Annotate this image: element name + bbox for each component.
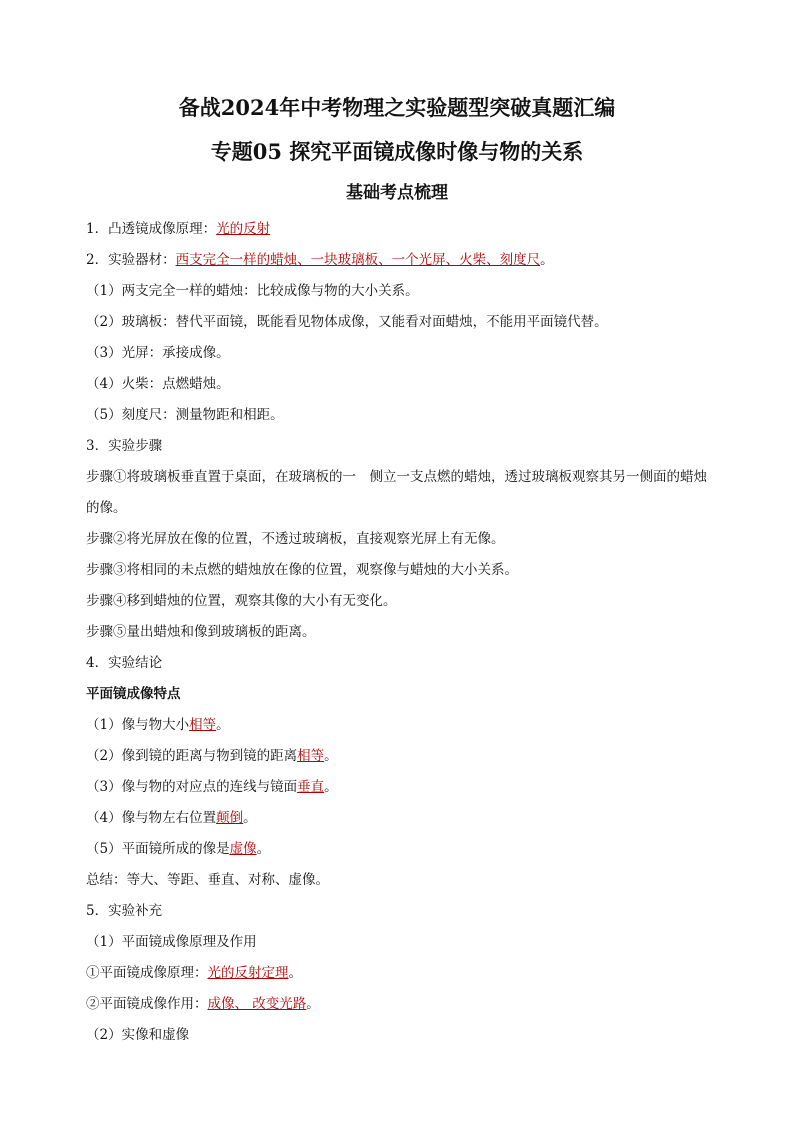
list-item <box>86 958 716 989</box>
line-text: 。 <box>288 965 302 981</box>
section-title: 基础考点梳理 <box>346 183 448 203</box>
list-item <box>86 989 716 1020</box>
list-item: （3）光屏：承接成像。 <box>86 345 230 361</box>
subheading: 平面镜成像特点 <box>86 686 181 702</box>
document-body <box>86 214 716 1051</box>
topic-title: 专题05 探究平面镜成像时像与物的关系 <box>210 139 584 164</box>
answer-blank: 颠倒 <box>216 810 244 826</box>
main-title: 备战2024年中考物理之实验题型突破真题汇编 <box>178 95 616 120</box>
answer-blank: 光的反射定理 <box>207 965 289 981</box>
answer-blank: 相等 <box>189 717 217 733</box>
answer-blank: 相等 <box>297 748 325 764</box>
list-item: （2）实像和虚像 <box>86 1027 190 1043</box>
step-line: 步骤③将相同的未点燃的蜡烛放在像的位置，观察像与蜡烛的大小关系。 <box>86 562 518 578</box>
line-text: （1）像与物大小 <box>86 717 190 733</box>
step-line: 步骤④移到蜡烛的位置，观察其像的大小有无变化。 <box>86 593 397 609</box>
summary-line: 总结：等大、等距、垂直、对称、虚像。 <box>86 872 329 888</box>
line-text: 。 <box>243 810 257 826</box>
list-item <box>86 741 716 772</box>
answer-blank: 垂直 <box>297 779 325 795</box>
step-paragraph: 步骤①将玻璃板垂直置于桌面，在玻璃板的一 侧立一支点燃的蜡烛，透过玻璃板观察其另一侧面的蜡烛的像。 <box>86 469 707 516</box>
equipment-line <box>86 245 716 276</box>
step-line: 步骤⑤量出蜡烛和像到玻璃板的距离。 <box>86 624 316 640</box>
line-text: ①平面镜成像原理： <box>86 965 208 981</box>
step-line: 步骤②将光屏放在像的位置，不透过玻璃板，直接观察光屏上有无像。 <box>86 531 505 547</box>
list-item <box>86 772 716 803</box>
line-text: 。 <box>306 996 320 1012</box>
list-item: （1）平面镜成像原理及作用 <box>86 934 257 950</box>
line-text: 。 <box>540 252 554 268</box>
list-item: （4）火柴：点燃蜡烛。 <box>86 376 230 392</box>
line-text: （5）平面镜所成的像是 <box>86 841 230 857</box>
line-text: 。 <box>324 748 338 764</box>
list-item: （1）两支完全一样的蜡烛：比较成像与物的大小关系。 <box>86 283 419 299</box>
list-item <box>86 803 716 834</box>
answer-blank: 西支完全一样的蜡烛、一块玻璃板、一个光屏、火柴、刻度尺 <box>175 252 541 268</box>
list-item <box>86 834 716 865</box>
line-text: 。 <box>216 717 230 733</box>
list-item: （5）刻度尺：测量物距和相距。 <box>86 407 284 423</box>
line-text: 1．凸透镜成像原理： <box>86 221 217 237</box>
list-item <box>86 710 716 741</box>
line-text: （3）像与物的对应点的连线与镜面 <box>86 779 298 795</box>
line-text: （2）像到镜的距离与物到镜的距离 <box>86 748 298 764</box>
section-heading: 5．实验补充 <box>86 903 163 919</box>
list-item: （2）玻璃板：替代平面镜，既能看见物体成像，又能看对面蜡烛，不能用平面镜代替。 <box>86 314 608 330</box>
answer-blank: 虚像 <box>229 841 257 857</box>
line-text: （4）像与物左右位置 <box>86 810 217 826</box>
line-text: 。 <box>256 841 271 857</box>
answer-blank: 成像、 改变光路 <box>207 996 307 1012</box>
section-heading: 4．实验结论 <box>86 655 163 671</box>
blank-pad <box>270 221 283 237</box>
section-heading: 3．实验步骤 <box>86 438 163 454</box>
line-text: 。 <box>324 779 338 795</box>
answer-blank: 光的反射 <box>216 221 271 237</box>
principle-line <box>86 214 716 245</box>
line-text: 2．实验器材： <box>86 252 176 268</box>
line-text: ②平面镜成像作用： <box>86 996 208 1012</box>
